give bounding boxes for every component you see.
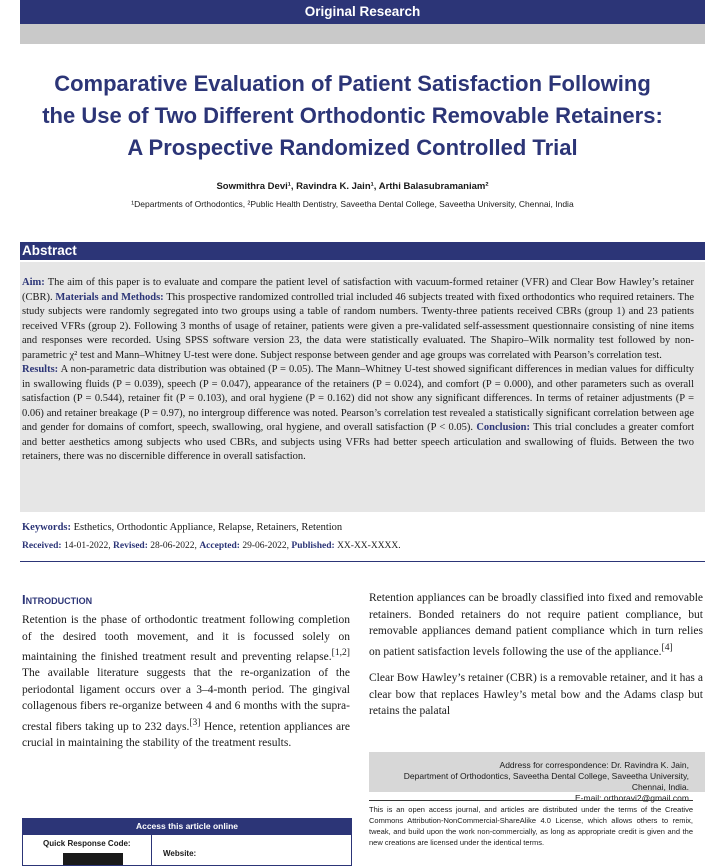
accepted-label: Accepted: <box>199 541 240 551</box>
access-online-heading: Access this article online <box>22 818 352 834</box>
abstract-text <box>22 276 694 465</box>
access-divider <box>151 835 152 865</box>
section-label: Original Research <box>304 4 421 19</box>
accepted-date: 29-06-2022, <box>239 541 292 551</box>
revised-label: Revised: <box>113 541 148 551</box>
conclusion-label: Conclusion: <box>476 422 530 433</box>
aim-label: Aim: <box>22 277 45 288</box>
correspondence-location: Chennai, India. <box>631 782 689 792</box>
access-online-box <box>22 834 352 866</box>
citation-1-2[interactable]: [1,2] <box>331 647 350 658</box>
published-label: Published: <box>291 541 335 551</box>
keywords <box>22 522 694 533</box>
correspondence-label: Address for correspondence: <box>499 760 609 770</box>
correspondence-box <box>369 752 705 803</box>
email-link[interactable]: orthoravi2@gmail.com <box>603 793 689 803</box>
results-text: A non-parametric data distribution was obtained (P = 0.05). The Mann–Whitney U-test showed significant differences in median values for difficulty in swallowing fluids (P = 0.039), speech (P = 0.047), appearance of the retainers (P = 0.024), and comfort (P = 0.000), and other parameters such as overall satisfaction (P = 0.544), retainer fit (P = 0.103), and oral hygiene (P = 0.162) did not show any significant differences. In terms of retainer adjustments (P = 0.06) and retainer breakage (P = 0.97), no intergroup difference was noted. Pearson’s correlation test revealed a statistically significant correlation between age and gender for domains of comfort, speech, swallowing, oral hygiene, and overall satisfaction (P < 0.05). <box>22 364 694 433</box>
article-dates <box>22 541 694 551</box>
article-title <box>20 68 685 164</box>
correspondence-text <box>389 760 689 804</box>
methods-text: This prospective randomized controlled trial included 46 subjects treated with fixed orthodontics who required retainers. The study subjects were randomly segregated into two groups using a table of random numbers. Twenty-three patients received CBRs (group 1) and 23 patients received VFRs (group 2). Following 3 months of usage of retainer, patients were given a pre-validated self-assessment questionnaire consisting of nine items and responses were recorded. Using SPSS software version 23, the data were statistically evaluated. The Shapiro–Wilk normality test followed by non-parametric χ² test and Mann–Whitney U-test were done. Subject response between gender and age groups was correlated with Pearson’s correlation test. <box>22 291 694 361</box>
received-date: 14-01-2022, <box>61 541 114 551</box>
qr-code-icon[interactable] <box>63 853 123 865</box>
received-label: Received: <box>22 541 62 551</box>
intro-left-a: Retention is the phase of orthodontic treatment following completion of the desired tooth movement, and it is focussed solely on maintaining the finished treatment result and preventing relapse. <box>22 614 350 663</box>
introduction-left-column <box>22 612 350 752</box>
introduction-right-para-2: Clear Bow Hawley’s retainer (CBR) is a removable retainer, and it has a clear bow that replaces Hawley’s metal bow and the Adams clasp but retains the palatal <box>369 672 703 717</box>
banner-underbar <box>20 24 705 44</box>
title-line-2: the Use of Two Different Orthodontic Removable Retainers: <box>42 103 663 128</box>
title-line-1: Comparative Evaluation of Patient Satisfaction Following <box>54 71 651 96</box>
keywords-label: Keywords: <box>22 522 71 533</box>
email-label: E-mail: <box>575 793 602 803</box>
aim-text: The aim of this paper is to evaluate and compare the patient level of satisfaction with vacuum-formed retainer (VFR) and Clear Bow Hawley’s retainer (CBR). <box>22 277 694 303</box>
revised-date: 28-06-2022, <box>147 541 200 551</box>
abstract-heading: Abstract <box>22 243 77 258</box>
citation-4[interactable]: [4] <box>661 641 673 653</box>
section-divider <box>20 561 705 562</box>
methods-label: Materials and Methods: <box>55 291 164 303</box>
introduction-right-para-1 <box>369 590 703 660</box>
intro-left-c: Hence, retention appliances are crucial in maintaining the stability of the treatment results. <box>22 720 351 750</box>
qr-code-label: Quick Response Code: <box>43 839 131 848</box>
introduction-heading: Introduction <box>22 592 93 607</box>
intro-right-a: Retention appliances can be broadly classified into fixed and removable retainers. Bonded retainers do not require patient compliance, but removable appliances demand patient compliance which in turn relies on patient satisfaction levels following the use of the appliance. <box>369 592 703 658</box>
license-notice: This is an open access journal, and articles are distributed under the terms of the Creative Commons Attribution-NonCommercial-ShareAlike 4.0 License, which allows others to remix, tweak, and build upon the work non-commercially, as long as appropriate credit is given and the new creations are licensed under the identical terms. <box>369 800 693 848</box>
keywords-text: Esthetics, Orthodontic Appliance, Relapse, Retainers, Retention <box>71 522 343 533</box>
published-date: XX-XX-XXXX. <box>334 541 401 551</box>
abstract-heading-bar <box>20 242 705 260</box>
intro-left-b: The available literature suggests that the re-organization of the periodontal ligament occurs over a 3–4-month period. The gingival collagenous fibers re-organize between 4 and 6 months with the supra-crestal fibers taking up to 232 days. <box>22 667 350 733</box>
correspondence-dept: Department of Orthodontics, Saveetha Dental College, Saveetha University, <box>403 771 689 781</box>
conclusion-text: This trial concludes a greater comfort and better aesthetics among subjects who used CBRs, and subjects using VFRs had better speech articulation and swallowing of fluids. Between the two retainers, there was no discernible difference in overall satisfaction. <box>22 422 694 462</box>
author-list: Sowmithra Devi¹, Ravindra K. Jain¹, Arthi Balasubramaniam² <box>216 181 489 192</box>
affiliations: ¹Departments of Orthodontics, ²Public Health Dentistry, Saveetha Dental College, Saveetha University, Chennai, India <box>131 199 574 209</box>
website-label: Website: <box>163 849 197 858</box>
results-label: Results: <box>22 364 59 375</box>
section-banner <box>20 0 705 24</box>
correspondence-name: Dr. Ravindra K. Jain, <box>608 760 689 770</box>
title-line-3: A Prospective Randomized Controlled Trial <box>127 135 578 160</box>
citation-3[interactable]: [3] <box>189 716 201 728</box>
